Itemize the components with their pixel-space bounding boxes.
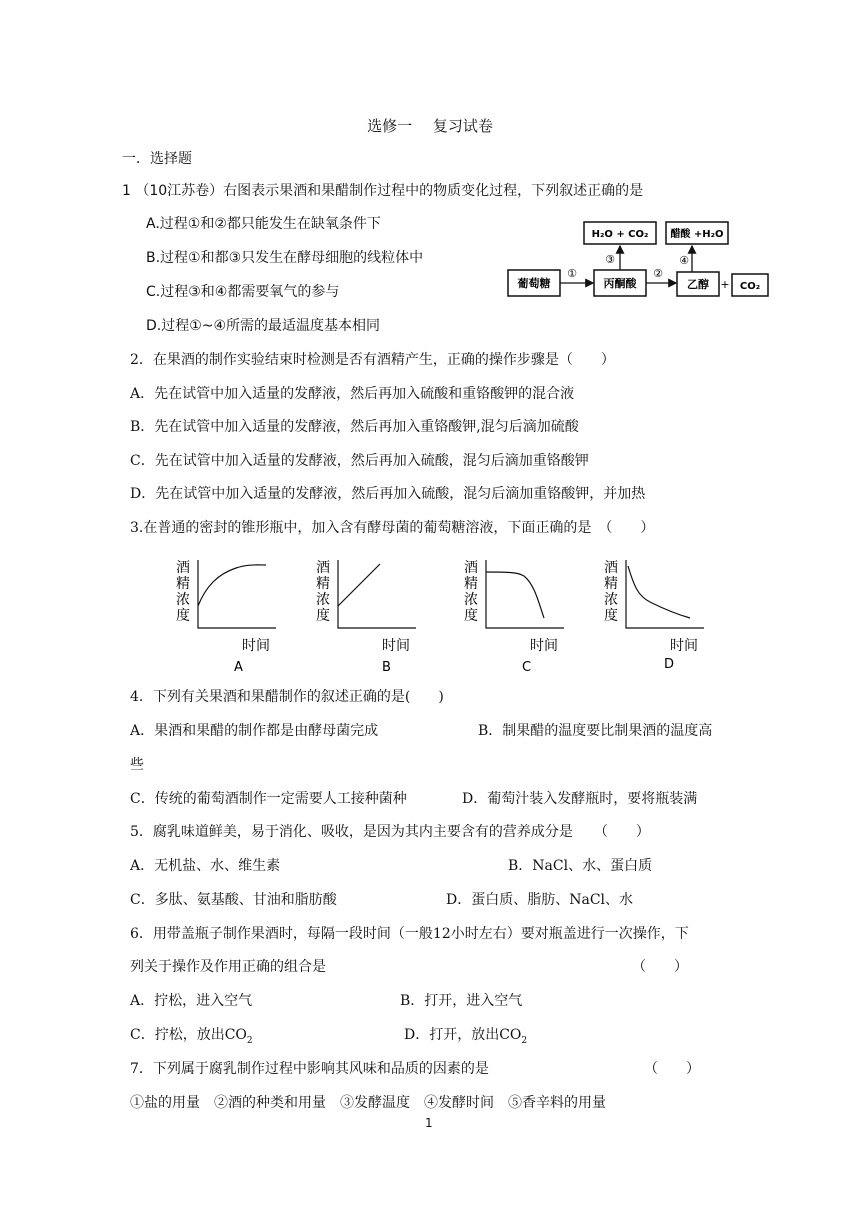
- q3-stem: 3.在普通的密封的锥形瓶中，加入含有酵母菌的葡萄糖溶液，下面正确的是 （ ）: [130, 520, 655, 536]
- q3-graph-b: [310, 556, 420, 674]
- graph-b-line: [338, 564, 380, 606]
- q5-stem: 5．腐乳味道鲜美，易于消化、吸收，是因为其内主要含有的营养成分是 （ ）: [130, 824, 650, 840]
- graph-b-xlabel: 时间: [382, 638, 410, 654]
- q4-option-c: C．传统的葡萄酒制作一定需要人工接种菌种: [130, 791, 407, 807]
- graph-d-ylabel-3: 浓: [604, 592, 618, 608]
- graph-d-label: D: [664, 657, 675, 672]
- q1-option-c: C.过程③和④都需要氧气的参与: [146, 284, 340, 300]
- q7-options: ①盐的用量 ②酒的种类和用量 ③发酵温度 ④发酵时间 ⑤香辛料的用量: [130, 1095, 606, 1111]
- graph-b-ylabel-1: 酒: [316, 560, 330, 576]
- q6-option-d: [404, 1026, 527, 1050]
- q4-option-b: B．制果醋的温度要比制果酒的温度高: [478, 723, 713, 739]
- graph-b-ylabel-4: 度: [316, 608, 330, 624]
- graph-a-curve: [198, 565, 266, 606]
- q1-process-diagram: [500, 214, 780, 304]
- q6-answer-paren: （ ）: [632, 959, 688, 975]
- q2-option-d: D．先在试管中加入适量的发酵液，然后再加入硫酸，混匀后滴加重铬酸钾，并加热: [130, 486, 646, 502]
- graph-a-label: A: [234, 660, 243, 674]
- title-part1: 选修一: [367, 117, 413, 135]
- q6-option-c: [130, 1026, 253, 1050]
- graph-c-ylabel-3: 浓: [464, 592, 478, 608]
- graph-b-ylabel-3: 浓: [316, 592, 330, 608]
- step3-label: ③: [605, 253, 615, 266]
- graph-a-ylabel-1: 酒: [176, 560, 190, 576]
- graph-c-label: C: [522, 660, 532, 674]
- q3-graph-a: [170, 556, 280, 674]
- q6-option-a: A．拧松，进入空气: [130, 993, 253, 1009]
- q5-option-b: B．NaCl、水、蛋白质: [508, 858, 653, 874]
- q4-option-d: D．葡萄汁装入发酵瓶时，要将瓶装满: [462, 791, 698, 807]
- step1-label: ①: [567, 267, 577, 280]
- graph-d-curve: [628, 566, 690, 618]
- q4-option-b-cont: 些: [130, 757, 144, 773]
- graph-c-xlabel: 时间: [530, 638, 558, 654]
- q7-answer-paren: （ ）: [644, 1061, 700, 1077]
- graph-d-ylabel-2: 精: [604, 576, 618, 592]
- q4-stem: 4．下列有关果酒和果醋制作的叙述正确的是( ): [130, 689, 444, 705]
- ethanol-label: 乙醇: [687, 278, 709, 291]
- graph-c-ylabel-4: 度: [464, 608, 478, 624]
- q5-option-d: D．蛋白质、脂肪、NaCl、水: [446, 892, 634, 908]
- graph-c-curve: [486, 572, 544, 618]
- q1-option-d: D.过程①~④所需的最适温度基本相同: [146, 318, 381, 334]
- graph-d-xlabel: 时间: [670, 638, 698, 654]
- q2-option-a: A．先在试管中加入适量的发酵液，然后再加入硫酸和重铬酸钾的混合液: [130, 386, 575, 402]
- q6-option-b: B．打开，进入空气: [400, 993, 523, 1009]
- graph-a-ylabel-4: 度: [176, 608, 190, 624]
- graph-a-xlabel: 时间: [242, 638, 270, 654]
- graph-b-label: B: [382, 660, 391, 674]
- graph-d-ylabel-1: 酒: [604, 560, 618, 576]
- graph-b-ylabel-2: 精: [316, 576, 330, 592]
- co2-label: CO₂: [739, 281, 761, 292]
- q6-option-c-sub: 2: [246, 1035, 253, 1046]
- graph-a-ylabel-3: 浓: [176, 592, 190, 608]
- q5-option-a: A．无机盐、水、维生素: [130, 858, 281, 874]
- plus-sign: +: [720, 278, 730, 291]
- q6-option-c-text: C．拧松，放出CO: [130, 1027, 247, 1043]
- step2-label: ②: [653, 267, 663, 280]
- graph-c-ylabel-2: 精: [464, 576, 478, 592]
- pyruvate-label: 丙酮酸: [603, 277, 637, 290]
- glucose-label: 葡萄糖: [517, 277, 551, 290]
- page-number: 1: [425, 1116, 433, 1130]
- q2-option-c: C．先在试管中加入适量的发酵液，然后再加入硫酸，混匀后滴加重铬酸钾: [130, 453, 589, 469]
- title-part2: 复习试卷: [432, 117, 493, 135]
- page-title: [0, 117, 860, 135]
- q1-option-a: A.过程①和②都只能发生在缺氧条件下: [146, 216, 381, 232]
- q3-graph-d: [598, 556, 708, 674]
- q2-option-b: B．先在试管中加入适量的发酵液，然后再加入重铬酸钾,混匀后滴加硫酸: [130, 419, 579, 435]
- q6-stem-cont: 列关于操作及作用正确的组合是: [130, 959, 326, 975]
- acetic-label: 醋酸 +H₂O: [670, 229, 724, 240]
- q1-option-b: B.过程①和都③只发生在酵母细胞的线粒体中: [146, 250, 424, 266]
- h2o-co2-label: H₂O + CO₂: [591, 229, 649, 240]
- graph-d-ylabel-4: 度: [604, 608, 618, 624]
- graph-a-ylabel-2: 精: [176, 576, 190, 592]
- q6-option-d-sub: 2: [521, 1035, 528, 1046]
- graph-c-ylabel-1: 酒: [464, 560, 478, 576]
- q7-stem: 7．下列属于腐乳制作过程中影响其风味和品质的因素的是: [130, 1061, 489, 1077]
- q6-stem: 6．用带盖瓶子制作果酒时，每隔一段时间（一般12小时左右）要对瓶盖进行一次操作，下: [130, 926, 689, 942]
- q3-graph-c: [458, 556, 568, 674]
- q6-option-d-text: D．打开，放出CO: [404, 1027, 522, 1043]
- q2-stem: 2．在果酒的制作实验结束时检测是否有酒精产生，正确的操作步骤是（ ）: [130, 352, 615, 368]
- section-heading: 一．选择题: [122, 151, 192, 167]
- q5-option-c: C．多肽、氨基酸、甘油和脂肪酸: [130, 892, 337, 908]
- step4-label: ④: [679, 254, 689, 267]
- q4-option-a: A．果酒和果醋的制作都是由酵母菌完成: [130, 723, 379, 739]
- q1-stem: 1 （10江苏卷）右图表示果酒和果醋制作过程中的物质变化过程，下列叙述正确的是: [122, 183, 644, 199]
